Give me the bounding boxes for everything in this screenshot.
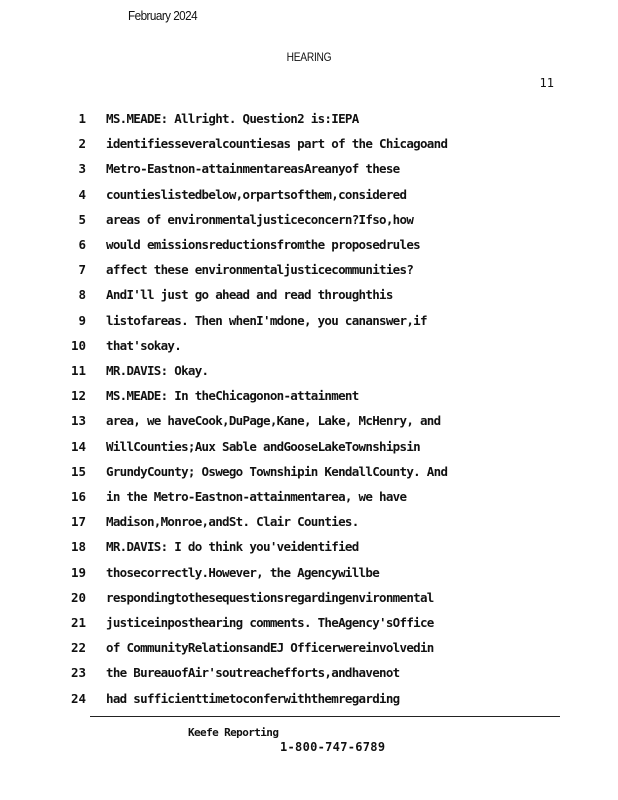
line-number: 3 [78,161,86,177]
transcript-line [0,464,618,489]
line-text: in the Metro-Eastnon-attainmentarea, we have [106,489,407,504]
line-number: 12 [70,388,86,404]
line-text: GrundyCounty; Oswego Townshipin KendallCounty. And [106,463,448,479]
line-number: 8 [78,287,86,303]
transcript-line [0,413,618,438]
line-number: 16 [70,489,86,504]
line-number: 11 [70,363,86,378]
line-text: countieslistedbelow,orpartsofthem,considered [106,186,407,202]
line-text: MS.MEADE: Allright. Question2 is:IEPA [106,111,359,126]
line-text: thosecorrectly.However, the Agencywillbe [106,564,380,580]
transcript-line [0,187,618,212]
line-text: affect these environmentaljusticecommunities? [106,262,414,278]
line-text: listofareas. Then whenI'mdone, you cananswer,if [106,312,427,328]
footer-company: Keefe Reporting [188,726,279,739]
transcript-line [0,237,618,262]
line-number: 17 [70,514,86,530]
line-number: 7 [78,262,86,278]
line-number: 14 [70,438,86,454]
line-number: 19 [70,564,86,580]
line-text: MR.DAVIS: Okay. [106,363,209,378]
line-number: 21 [70,615,86,630]
transcript-line [0,287,618,312]
transcript-line [0,439,618,464]
line-text: had sufficienttimetoconferwiththemregarding [106,690,400,706]
line-text: area, we haveCook,DuPage,Kane, Lake, McHenry, and [106,413,441,429]
line-number: 18 [70,539,86,555]
page-title: HEARING [286,50,332,64]
transcript-line [0,615,618,640]
line-number: 4 [78,186,86,202]
transcript-line [0,313,618,338]
line-text: identifiesseveralcountiesas part of the Chicagoand [106,136,448,152]
line-text: justiceinposthearing comments. TheAgency'sOffice [106,615,434,630]
line-number: 1 [78,111,86,126]
transcript-line [0,212,618,237]
line-number: 13 [70,413,86,429]
transcript-line [0,514,618,539]
line-text: AndI'll just go ahead and read throughthis [106,287,393,303]
line-text: that'sokay. [106,337,182,353]
line-text: areas of environmentaljusticeconcern?Ifso,how [106,211,414,227]
line-number: 9 [78,312,86,328]
transcript-line [0,363,618,388]
line-text: Metro-Eastnon-attainmentareasAreanyof these [106,161,400,177]
line-number: 6 [78,237,86,252]
line-text: respondingtothesequestionsregardingenvironmental [106,589,434,605]
transcript-line [0,565,618,590]
transcript-line [0,590,618,615]
transcript-line [0,388,618,413]
transcript-line [0,136,618,161]
line-text: MR.DAVIS: I do think you'veidentified [106,539,359,555]
transcript-line [0,262,618,287]
line-number: 10 [70,337,86,353]
footer-divider [90,716,560,717]
transcript-line [0,640,618,665]
transcript-line [0,539,618,564]
line-text: would emissionsreductionsfromthe proposedrules [106,237,420,252]
line-number: 20 [70,589,86,605]
footer-phone: 1-800-747-6789 [280,740,386,754]
line-number: 24 [70,690,86,706]
transcript-line [0,161,618,186]
transcript-line [0,338,618,363]
transcript-line [0,111,618,136]
line-number: 2 [78,136,86,152]
line-text: Madison,Monroe,andSt. Clair Counties. [106,514,359,530]
line-number: 15 [70,463,86,479]
transcript-line [0,691,618,716]
line-number: 23 [70,665,86,681]
transcript-line [0,665,618,690]
transcript-line [0,489,618,514]
page-number: 11 [539,76,554,90]
header-date: February 2024 [128,8,198,23]
line-number: 5 [78,211,86,227]
line-number: 22 [70,640,86,656]
line-text: MS.MEADE: In theChicagonon-attainment [106,388,359,404]
line-text: WillCounties;Aux Sable andGooseLakeTownshipsin [106,438,420,454]
line-text: the BureauofAir'soutreachefforts,andhavenot [106,665,400,681]
line-text: of CommunityRelationsandEJ Officerwereinvolvedin [106,640,434,656]
